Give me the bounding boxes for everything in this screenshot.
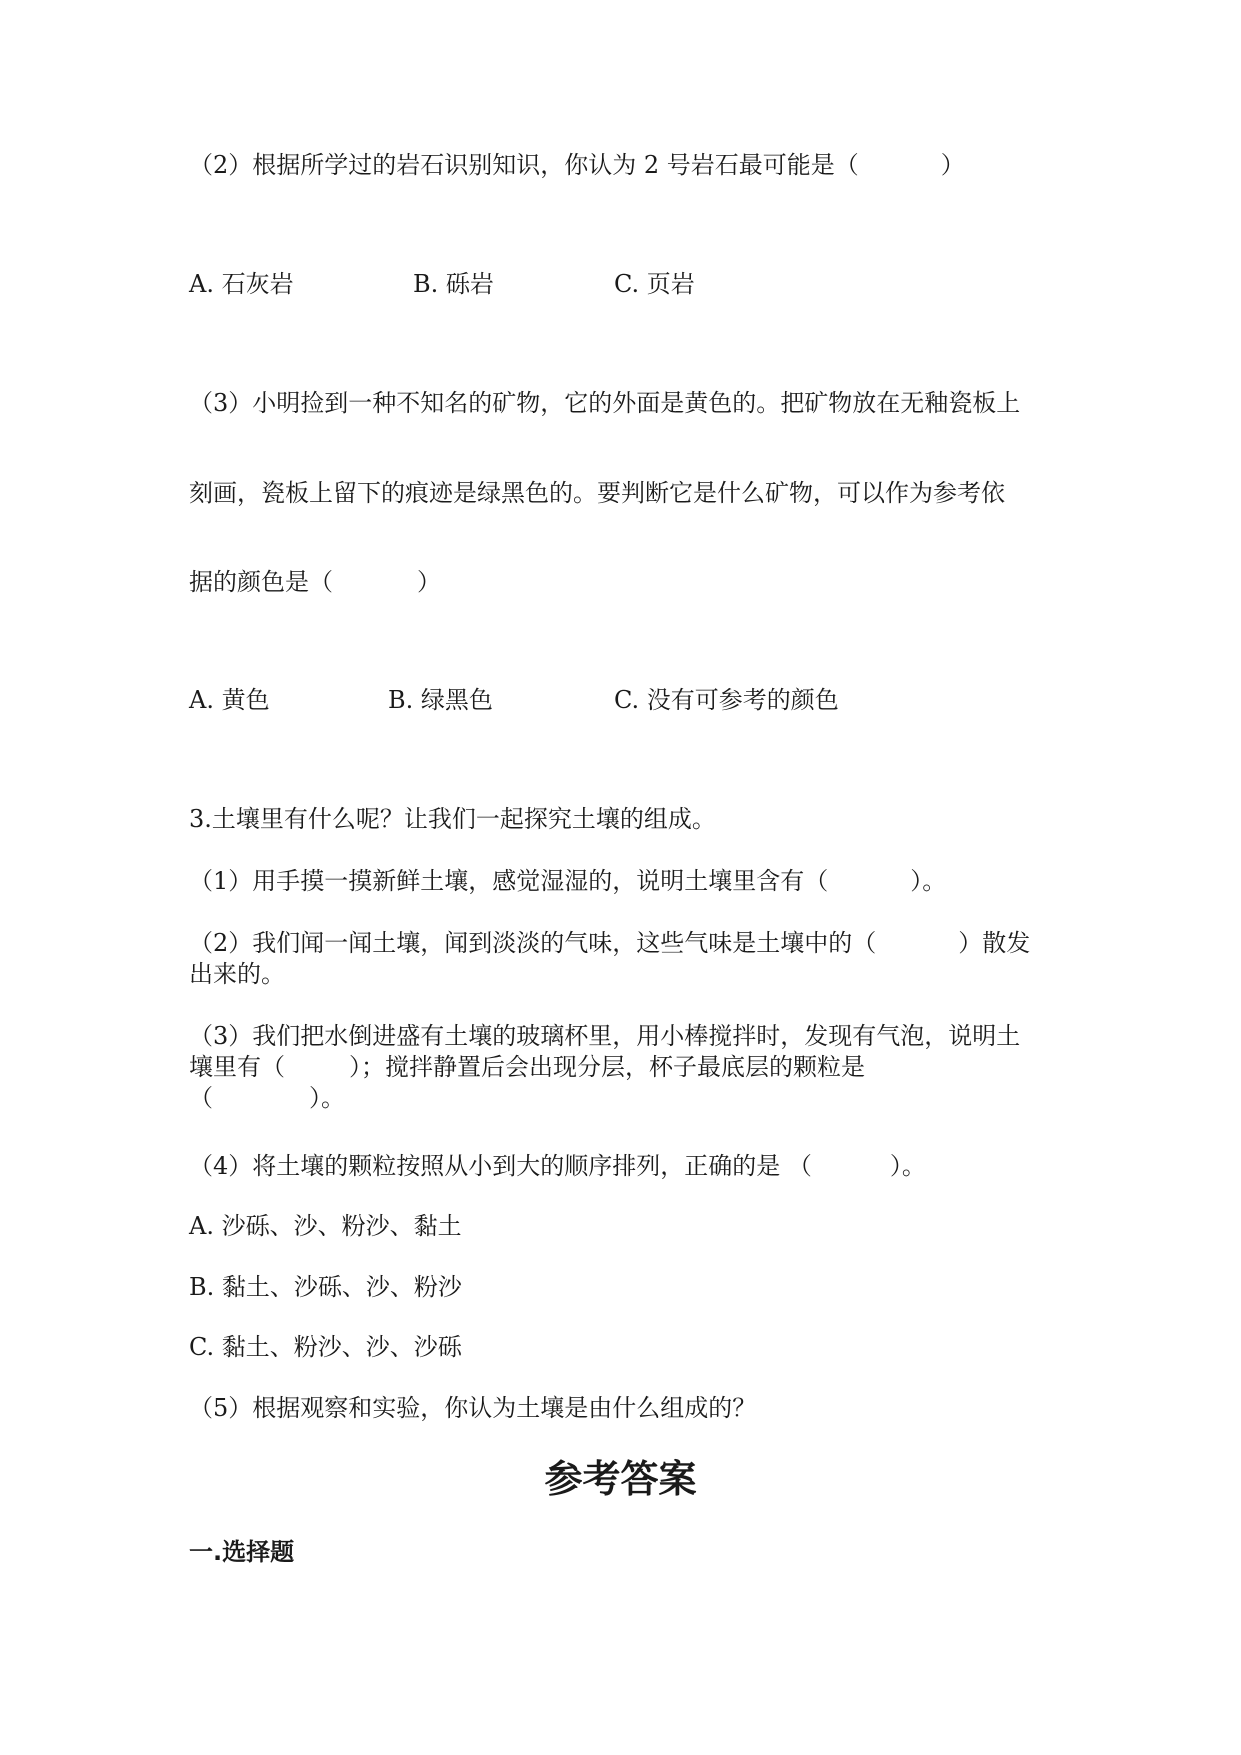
option-b[interactable]: B. 砾岩 [413,270,494,298]
question-3-3-line-2: 壤里有（ ）；搅拌静置后会出现分层，杯子最底层的颗粒是 [189,1053,865,1081]
option-a[interactable]: A. 石灰岩 [189,270,294,298]
option-a[interactable]: A. 黄色 [189,686,270,714]
question-3-1: （1）用手摸一摸新鲜土壤，感觉湿湿的，说明土壤里含有（ ）。 [189,867,947,895]
question-3-5: （5）根据观察和实验，你认为土壤是由什么组成的？ [189,1394,757,1422]
option-b[interactable]: B. 绿黑色 [388,686,493,714]
option-a[interactable]: A. 沙砾、沙、粉沙、黏土 [189,1212,462,1240]
question-3-2-line-1: （2）我们闻一闻土壤，闻到淡淡的气味，这些气味是土壤中的（ ）散发 [189,929,1031,957]
question-3-4: （4）将土壤的颗粒按照从小到大的顺序排列，正确的是 （ ）。 [189,1152,926,1180]
question-3-3-line-3: （ ）。 [189,1084,345,1112]
question-2-3-line-2: 刻画，瓷板上留下的痕迹是绿黑色的。要判断它是什么矿物，可以作为参考依 [189,479,1005,507]
option-c[interactable]: C. 黏土、粉沙、沙、沙砾 [189,1333,462,1361]
question-2-3-line-3: 据的颜色是（ ） [189,568,441,596]
section-heading-choice: 一.选择题 [189,1538,295,1566]
question-2-3-line-1: （3）小明捡到一种不知名的矿物，它的外面是黄色的。把矿物放在无釉瓷板上 [189,389,1021,417]
option-c[interactable]: C. 页岩 [614,270,695,298]
question-2-2-prompt: （2）根据所学过的岩石识别知识，你认为 2 号岩石最可能是（ ） [189,151,965,179]
answers-title: 参考答案 [544,1457,697,1501]
question-3-intro: 3.土壤里有什么呢？让我们一起探究土壤的组成。 [189,805,716,833]
option-b[interactable]: B. 黏土、沙砾、沙、粉沙 [189,1273,462,1301]
question-3-3-line-1: （3）我们把水倒进盛有土壤的玻璃杯里，用小棒搅拌时，发现有气泡，说明土 [189,1022,1021,1050]
question-3-2-line-2: 出来的。 [189,960,285,988]
option-c[interactable]: C. 没有可参考的颜色 [614,686,839,714]
